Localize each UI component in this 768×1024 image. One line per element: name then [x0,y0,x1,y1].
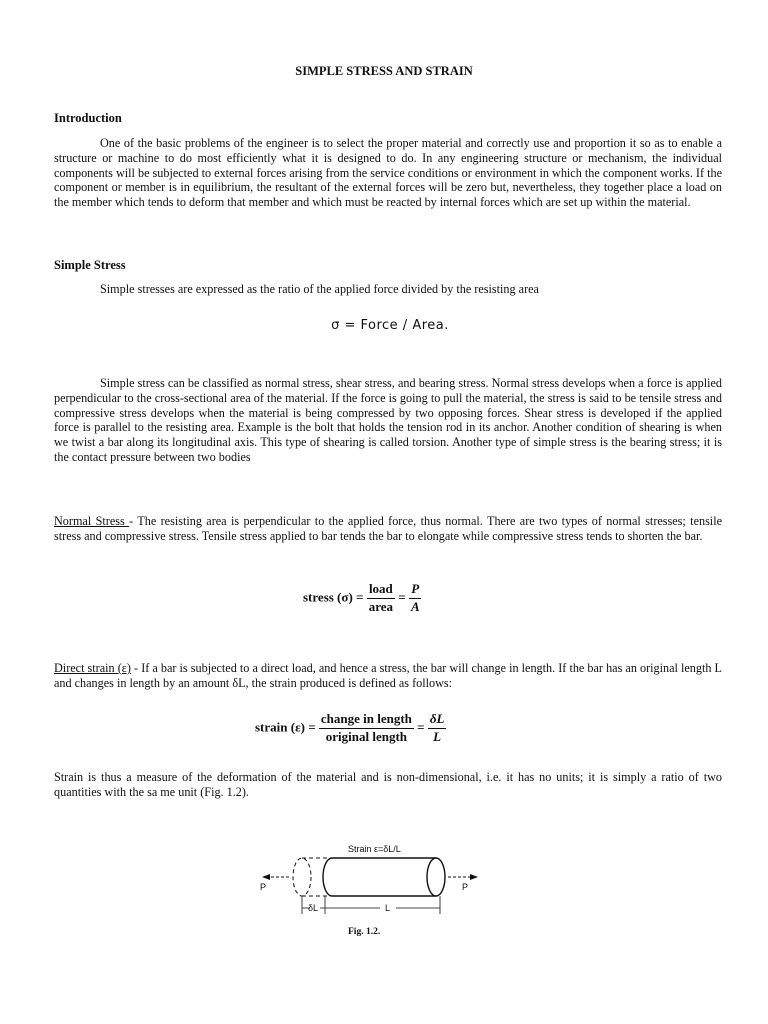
fraction-denominator: original length [325,728,408,744]
p-over-a-fraction [409,582,422,615]
right-force-label: P [462,882,469,892]
delta-l-label: δL [308,903,319,913]
direct-strain-paragraph [54,661,722,691]
fraction-denominator: L [433,728,442,744]
fraction-denominator: A [410,598,420,614]
normal-stress-formula [303,582,422,615]
page-title: SIMPLE STRESS AND STRAIN [295,64,473,78]
original-bar-end [293,858,311,896]
intro-paragraph: One of the basic problems of the engineer is to select the proper material and correctly use and proportion it so as to enable a structure or machine to do most efficiently what it is designed to do. In any engineering structure or mechanism, the individual components will be subjected to external forces arising from the service conditions or environment in which the component works. If the component or member is in equilibrium, the resultant of the external forces will be zero but, nevertheless, they together place a load on the member which tends to deform that member and which must be reacted by internal forces which are set up within the material. [54,136,722,210]
right-force-arrowhead [470,874,478,880]
fraction-numerator: change in length [319,712,414,729]
intro-heading: Introduction [54,111,122,125]
deformed-bar-right-end [427,858,445,896]
strain-formula-label: Strain ε=δL/L [348,844,401,854]
equals-sign: = [398,589,406,605]
equals-sign: = [417,719,425,735]
bar-strain-figure [250,838,490,942]
change-over-original-fraction [319,712,414,745]
fraction-numerator: P [409,582,421,599]
fraction-denominator: area [368,598,394,614]
direct-strain-text: - If a bar is subjected to a direct load, and hence a stress, the bar will change in length. If the bar has an original length L and changes in length by an amount δL, the strain produced is defined as follows: [54,661,723,690]
stress-formula-lhs: stress (σ) = [303,589,364,605]
left-force-arrowhead [262,874,270,880]
dl-over-l-fraction [428,712,447,745]
stress-equation: σ = Force / Area. [331,318,449,333]
stress-classification-paragraph: Simple stress can be classified as normal stress, shear stress, and bearing stress. Normal stress develops when a force is applied perpendicular to the cross-sectional area of the material. If the force is going to pull the material, the stress is said to be tensile stress and compressive stress develops when the material is being compressed by two opposing forces. Shear stress is developed if the applied force is parallel to the resisting area. Example is the bolt that holds the tension rod in its anchor. Another condition of shearing is when we twist a bar along its longitudinal axis. This type of shearing is called torsion. Another type of simple stress is the bearing stress; it is the contact pressure between two bodies [54,376,722,464]
load-over-area-fraction [367,582,395,615]
normal-stress-label: Normal Stress [54,514,130,528]
strain-formula [255,712,446,745]
l-label: L [385,903,391,913]
dimension-ticks [302,896,440,914]
strain-formula-lhs: strain (ε) = [255,719,316,735]
fraction-numerator: load [367,582,395,599]
left-force-label: P [260,882,267,892]
normal-stress-text: - The resisting area is perpendicular to the applied force, thus normal. There are two types of normal stresses; tensile stress and compressive stress. Tensile stress applied to bar tends the bar to elongate while compressive stress tends to shorten the bar. [54,514,722,543]
simple-stress-heading: Simple Stress [54,258,126,272]
simple-stress-definition: Simple stresses are expressed as the ratio of the applied force divided by the resisting area [100,282,539,296]
strain-note-paragraph: Strain is thus a measure of the deformation of the material and is non-dimensional, i.e. it has no units; it is simply a ratio of two quantities with the sa me unit (Fig. 1.2). [54,770,722,799]
normal-stress-paragraph [54,514,722,544]
deformed-bar-left-end [323,858,332,896]
figure-caption: Fig. 1.2. [348,927,381,937]
fraction-numerator: δL [428,712,447,729]
direct-strain-label: Direct strain (ε) [54,661,131,675]
